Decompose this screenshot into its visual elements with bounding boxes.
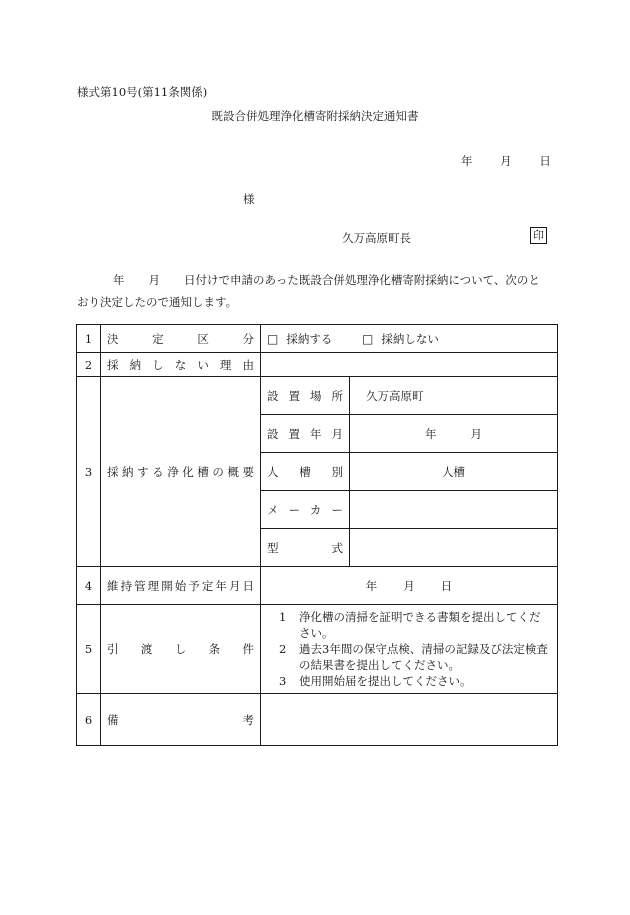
sub-label-model: 型式 [261, 529, 350, 567]
decision-options [261, 325, 558, 353]
capacity-value[interactable]: 人槽 [350, 453, 558, 491]
form-label: 様式第10号(第11条関係) [77, 85, 208, 99]
body-year: 年 [113, 273, 125, 287]
date-year: 年 [461, 154, 473, 168]
date-month: 月 [500, 154, 512, 168]
install-year: 年 [425, 426, 437, 441]
row-label-reject-reason: 採納しない理由 [101, 353, 261, 377]
row-number: 1 [77, 325, 101, 353]
row-label-decision: 決定区分 [101, 325, 261, 353]
option-accept[interactable] [267, 332, 336, 346]
table-row [77, 605, 558, 694]
table-row [77, 325, 558, 353]
row-number: 3 [77, 377, 101, 567]
location-value[interactable]: 久万高原町 [350, 377, 558, 415]
row-number: 4 [77, 567, 101, 605]
row-label-overview: 採納する浄化槽の概要 [101, 377, 261, 567]
checkbox-icon[interactable]: □ [362, 331, 374, 346]
option-accept-label: 採納する [286, 331, 333, 346]
date-line [461, 153, 551, 169]
condition-item [267, 673, 551, 689]
condition-item [267, 641, 551, 673]
body-line1: 日付けで申請のあった既設合併処理浄化槽寄附採納について、次のと [184, 273, 540, 287]
option-reject-label: 採納しない [381, 331, 439, 346]
row-number: 2 [77, 353, 101, 377]
maker-value[interactable] [350, 491, 558, 529]
condition-text: 浄化槽の清掃を証明できる書類を提出してください。 [299, 610, 541, 640]
sub-label-maker: メーカー [261, 491, 350, 529]
maintenance-start-value[interactable] [261, 567, 558, 605]
decision-table [76, 324, 558, 746]
model-value[interactable] [350, 529, 558, 567]
condition-item [267, 609, 551, 641]
row-label-handover: 引渡し条件 [101, 605, 261, 694]
option-reject[interactable] [362, 332, 439, 346]
date-day: 日 [539, 154, 551, 168]
row-number: 5 [77, 605, 101, 694]
condition-number: 3 [279, 674, 287, 688]
row-number: 6 [77, 694, 101, 746]
issuer-name: 久万高原町長 [342, 231, 411, 245]
condition-number: 1 [279, 610, 287, 624]
condition-number: 2 [279, 642, 287, 656]
row-label-remarks: 備考 [101, 694, 261, 746]
handover-conditions [261, 605, 558, 694]
start-month: 月 [403, 578, 415, 593]
sub-label-install-date: 設置年月 [261, 415, 350, 453]
checkbox-icon[interactable]: □ [267, 331, 279, 346]
start-day: 日 [440, 578, 453, 593]
install-month: 月 [470, 426, 482, 441]
sub-label-capacity: 人槽別 [261, 453, 350, 491]
row-label-maintenance-start: 維持管理開始予定年月日 [101, 567, 261, 605]
document-title: 既設合併処理浄化槽寄附採納決定通知書 [211, 109, 419, 123]
seal-mark: 印 [530, 227, 547, 244]
condition-text: 過去3年間の保守点検、清掃の記録及び法定検査の結果書を提出してください。 [299, 642, 548, 672]
body-paragraph [77, 269, 559, 313]
table-row [77, 694, 558, 746]
table-row [77, 353, 558, 377]
body-line2: おり決定したので通知します。 [77, 295, 238, 309]
table-row [77, 567, 558, 605]
sub-label-location: 設置場所 [261, 377, 350, 415]
body-month: 月 [148, 273, 160, 287]
reject-reason-field[interactable] [261, 353, 558, 377]
install-date-value[interactable] [350, 415, 558, 453]
remarks-field[interactable] [261, 694, 558, 746]
start-year: 年 [365, 578, 378, 593]
condition-text: 使用開始届を提出してください。 [299, 674, 472, 688]
addressee-suffix: 様 [243, 192, 255, 206]
table-row [77, 377, 558, 415]
